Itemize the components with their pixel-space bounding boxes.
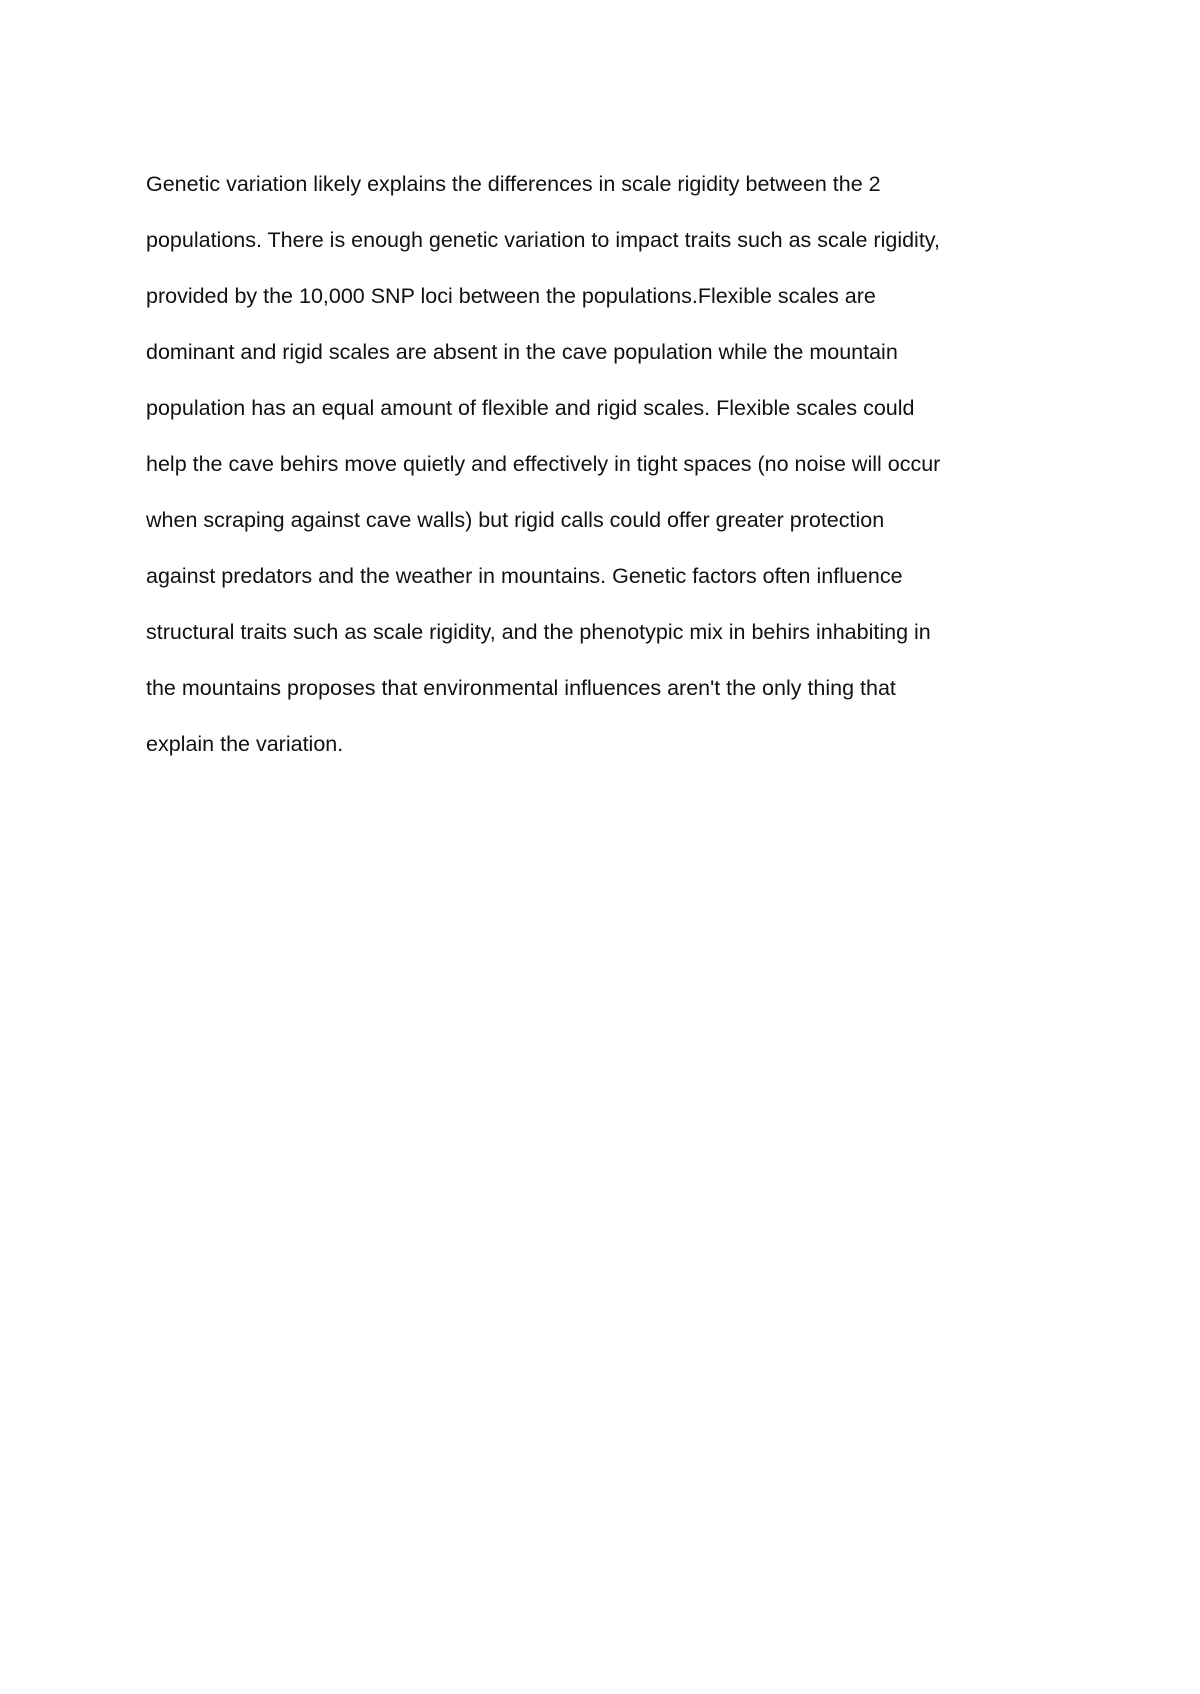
paragraph-line: dominant and rigid scales are absent in the cave population while the mountain [146,340,898,364]
paragraph-line: provided by the 10,000 SNP loci between the populations.Flexible scales are [146,284,876,308]
paragraph-line: population has an equal amount of flexible and rigid scales. Flexible scales could [146,396,915,420]
paragraph-line: against predators and the weather in mountains. Genetic factors often influence [146,564,903,588]
paragraph-line: structural traits such as scale rigidity, and the phenotypic mix in behirs inhabiting in [146,620,931,644]
paragraph-line: Genetic variation likely explains the differences in scale rigidity between the 2 [146,172,881,196]
body-paragraph [146,164,1076,780]
paragraph-line: populations. There is enough genetic variation to impact traits such as scale rigidity, [146,228,940,252]
paragraph-line: the mountains proposes that environmental influences aren't the only thing that [146,676,896,700]
paragraph-line: explain the variation. [146,732,344,756]
paragraph-line: when scraping against cave walls) but rigid calls could offer greater protection [146,508,885,532]
paragraph-line: help the cave behirs move quietly and effectively in tight spaces (no noise will occur [146,452,941,476]
